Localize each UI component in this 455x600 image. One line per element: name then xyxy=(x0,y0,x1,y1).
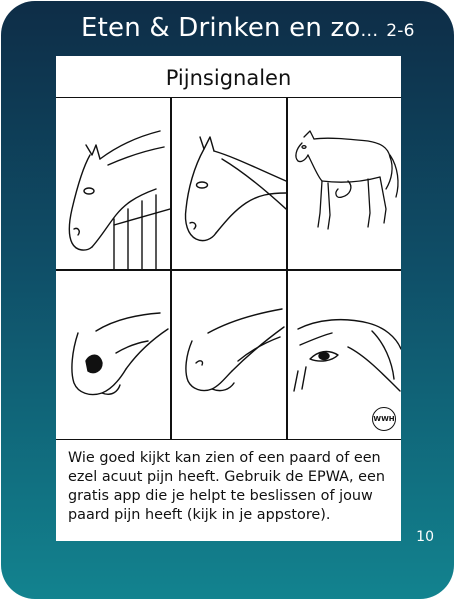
card-title-text: Eten & Drinken en zo xyxy=(81,13,361,43)
card-title-ellipsis: ... xyxy=(360,20,379,41)
illustration-grid xyxy=(56,97,401,440)
illustration-horse-lifting-leg xyxy=(288,97,401,269)
card-code: 2-6 xyxy=(386,21,415,41)
page-number: 10 xyxy=(416,529,434,545)
panel-title: Pijnsignalen xyxy=(56,56,401,98)
publisher-logo xyxy=(372,407,396,431)
illustration-horse-muzzle xyxy=(56,271,170,439)
illustration-horse-head xyxy=(172,97,286,269)
illustration-horse-nose-profile xyxy=(172,271,286,439)
content-panel xyxy=(56,56,401,541)
card xyxy=(1,1,454,599)
card-title xyxy=(81,13,415,43)
panel-caption: Wie goed kijkt kan zien of een paard of een ezel acuut pijn heeft. Gebruik de EPWA, een gratis app die je helpt te beslissen of jouw paard pijn heeft (kijk in je appstore). xyxy=(68,450,385,523)
illustration-horse-at-fence xyxy=(56,97,170,269)
publisher-logo-mark: WWH xyxy=(373,415,395,423)
